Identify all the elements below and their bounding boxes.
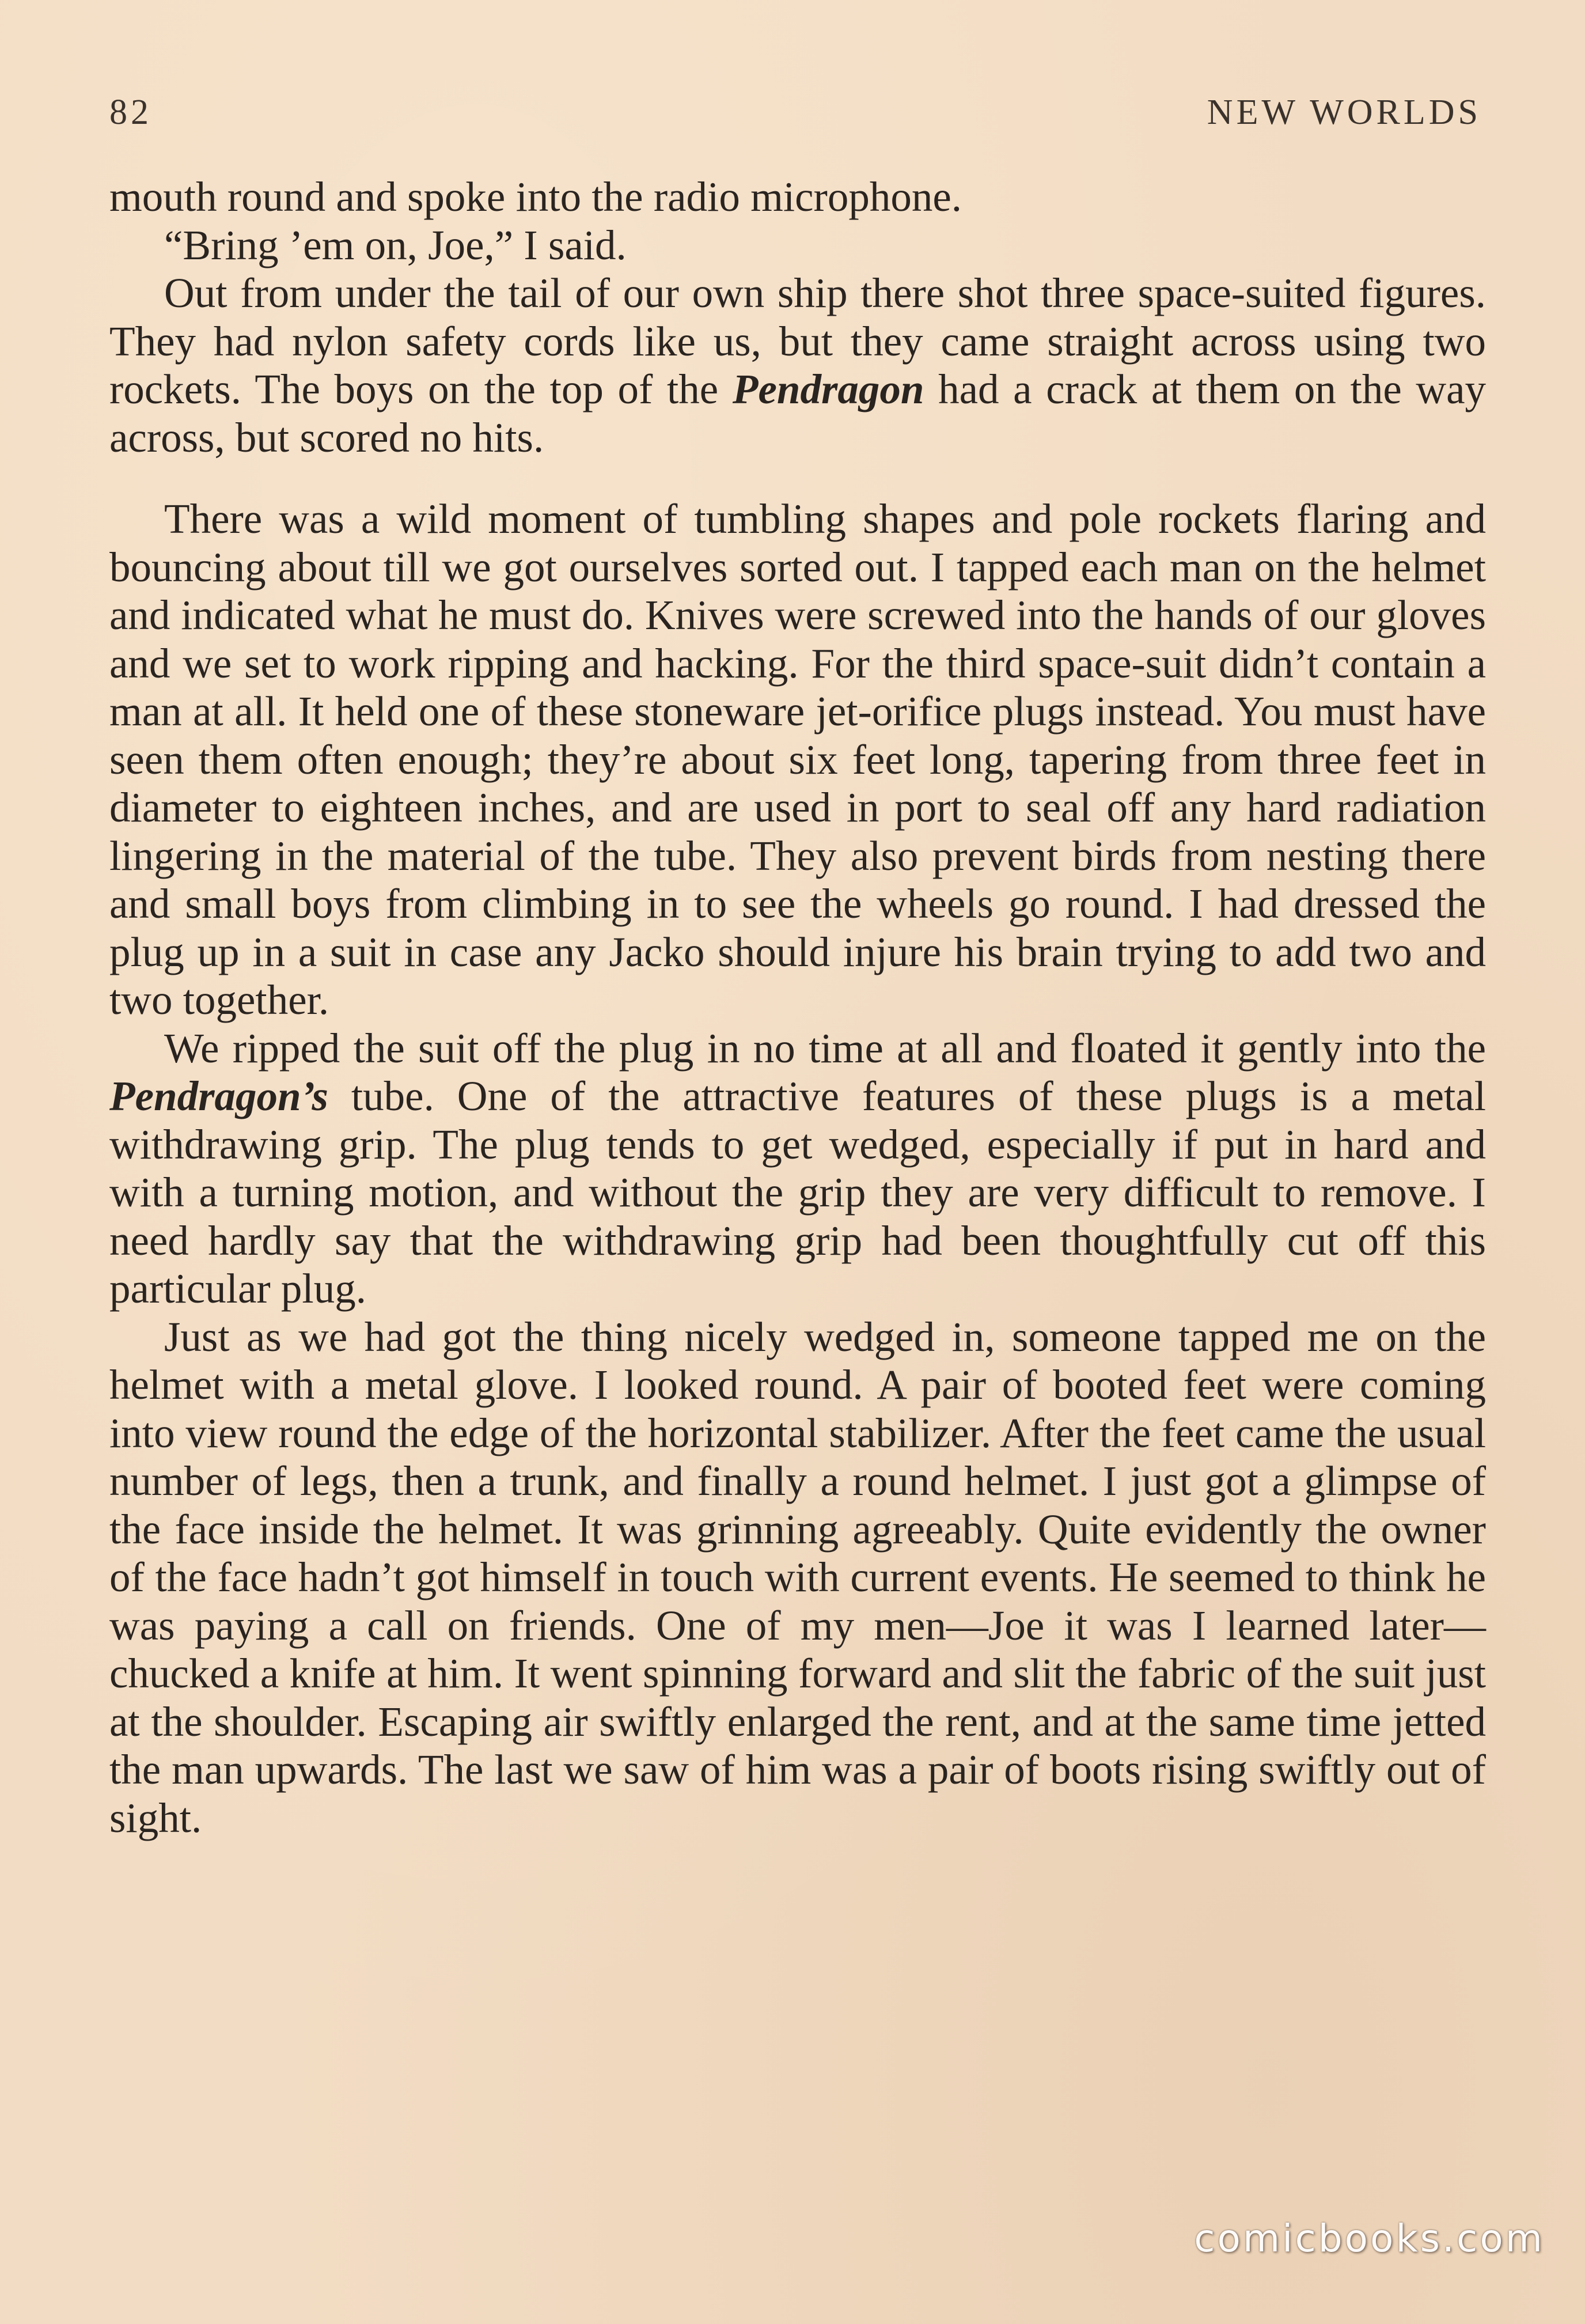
body-text bbox=[109, 173, 1486, 1842]
running-head: NEW WORLDS bbox=[1207, 93, 1481, 132]
paragraph-3 bbox=[109, 269, 1486, 461]
ship-name-italic: Pendragon bbox=[732, 366, 924, 412]
paragraph-5 bbox=[109, 1024, 1486, 1313]
paragraph-3-text-a: Out from under the tail of our own ship there shot three space-suited figures. They had nylon safety cords like us, but they came straight across using two rockets. The boys on the top of the bbox=[109, 270, 1486, 412]
page-number: 82 bbox=[109, 93, 152, 132]
paragraph-3-text-b: had a crack at them on the way across, but scored no hits. bbox=[109, 366, 1486, 461]
paragraph-5-text-a: We ripped the suit off the plug in no time at all and floated it gently into the bbox=[164, 1024, 1486, 1072]
paragraph-6: Just as we had got the thing nicely wedged in, someone tapped me on the helmet with a metal glove. I looked round. A pair of booted feet were coming into view round the edge of the horizontal stabilizer. After the feet came the usual number of legs, then a trunk, and finally a round helmet. I just got a glimpse of the face inside the helmet. It was grinning agreeably. Quite evidently the owner of the face hadn’t got himself in touch with current events. He seemed to think he was paying a call on friends. One of my men—Joe it was I learned later—chucked a knife at him. It went spinning forward and slit the fabric of the suit just at the shoulder. Escaping air swiftly enlarged the rent, and at the same time jetted the man upwards. The last we saw of him was a pair of boots rising swiftly out of sight. bbox=[109, 1313, 1486, 1841]
paragraph-5-text-b: tube. One of the attractive features of these plugs is a metal withdrawing grip. The plug tends to get wedged, especially if put in hard and with a turning motion, and without the grip they are very difficult to remove. I need hardly say that the withdrawing grip had been thoughtfully cut off this particular plug. bbox=[109, 1073, 1486, 1312]
paragraph-4: There was a wild moment of tumbling shapes and pole rockets flaring and bouncing about till we got ourselves sorted out. I tapped each man on the helmet and indicated what he must do. Knives were screwed into the hands of our gloves and we set to work ripping and hacking. For the third space-suit didn’t contain a man at all. It held one of these stoneware jet-orifice plugs instead. You must have seen them often enough; they’re about six feet long, tapering from three feet in diameter to eighteen inches, and are used in port to seal off any hard radiation lingering in the material of the tube. They also prevent birds from nesting there and small boys from climbing in to see the wheels go round. I had dressed the plug up in a suit in case any Jacko should injure his brain trying to add two and two together. bbox=[109, 495, 1486, 1023]
paragraph-1: mouth round and spoke into the radio microphone. bbox=[109, 173, 962, 220]
paragraph-2: “Bring ’em on, Joe,” I said. bbox=[164, 221, 627, 268]
watermark: comicbooks.com bbox=[1194, 2216, 1545, 2261]
ship-name-possessive-italic: Pendragon’s bbox=[109, 1073, 328, 1119]
page-header bbox=[109, 92, 1481, 144]
